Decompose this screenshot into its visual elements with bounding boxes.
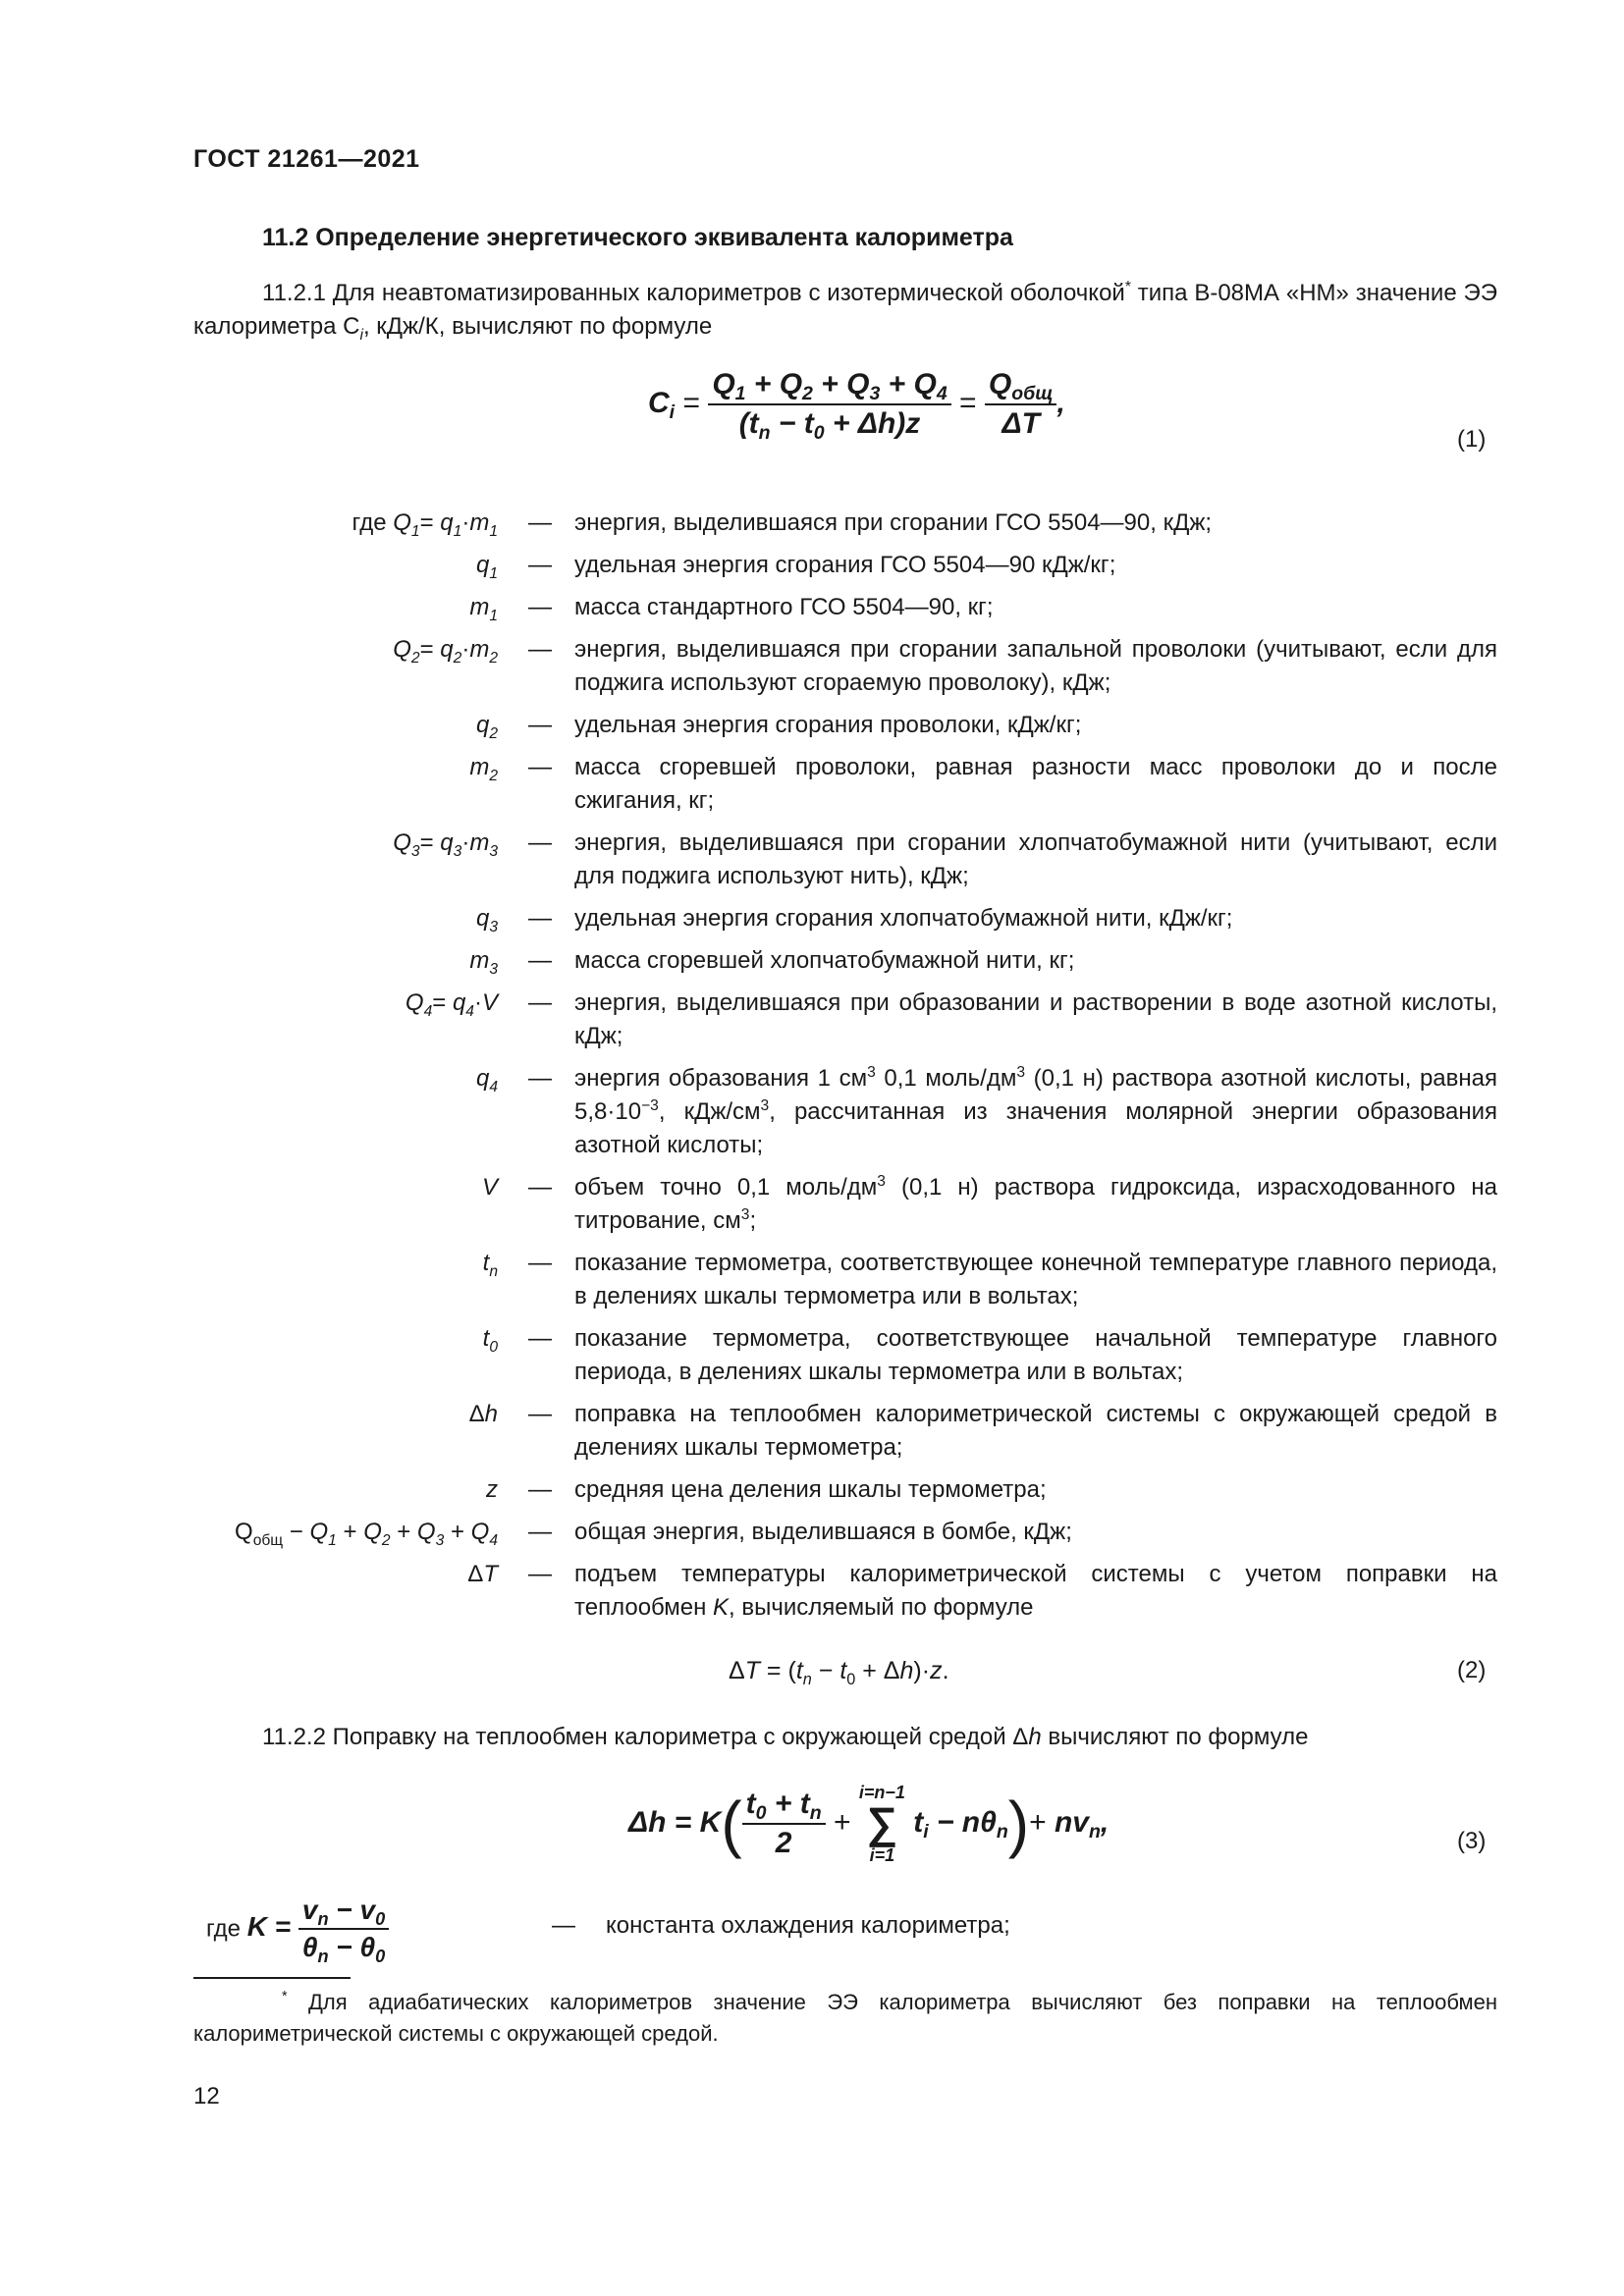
definition-row-dh: Δh — поправка на теплообмен калориметрической системы с окружающей средой в делениях шкалы термометра; bbox=[468, 1401, 1497, 1461]
definition-row-q4: $q_4$ — энергия образования 1 $см^3$ 0,1 моль/$дм^3$ (0,1 н) раствора азотной кислоты, равная $5,8\cdot 10^{-3}$, кДж/$см^3$, рассчитанная из значения молярной энергии образования азотной кислоты; bbox=[475, 1064, 1498, 1158]
page-number: 12 bbox=[193, 2083, 220, 2109]
footnote-separator bbox=[193, 1977, 351, 1979]
formula-1: $C_i$ = $\frac{Q_1 + Q_2 + Q_3 + Q_4}{(t_n - t_0 + \Delta h)z}$ = $\frac{Q_{общ}}{\Delta T}$ , bbox=[648, 368, 1065, 444]
definition-row-t0: $t_0$ — показание термометра, соответствующее начальной температуре главного периода, в делениях шкалы термометра или в вольтах; bbox=[482, 1325, 1497, 1385]
definition-row-m1: $m_1$ — масса стандартного ГСО 5504—90, кг; bbox=[469, 594, 994, 624]
equation-number-1: (1) bbox=[1457, 426, 1487, 453]
formula-3: Δh = K( $\frac{t_0 + t_n}{2}$ + i=n−1 ∑ i=1 $t_i - n\theta_n)+ nv_n$, bbox=[628, 1783, 1110, 1865]
definition-row-dt: ΔT — подъем температуры калориметрической системы с учетом поправки на теплообмен K, вычисляемый по формуле bbox=[467, 1561, 1497, 1621]
definition-row-q4-total: $Q_4= q_4\cdot V$ — энергия, выделившаяся при образовании и растворении в воде азотной кислоты, кДж; bbox=[405, 989, 1497, 1049]
definition-row-q3-total: $Q_3= q_3\cdot m_3$ — энергия, выделившаяся при сгорании хлопчатобумажной нити (учитывают, если для поджига используют нить), кДж; bbox=[393, 829, 1497, 889]
k-definition-text: константа охлаждения калориметра; bbox=[606, 1912, 1010, 1939]
definition-row-q2: $q_2$ — удельная энергия сгорания проволоки, кДж/кг; bbox=[475, 712, 1082, 742]
paragraph-11-2-1: 11.2.1 Для неавтоматизированных калориметров с изотермической оболочкой* типа В-08МА «НМ» значение ЭЭ калориметра $С_i$, кДж/К, вычисляют по формуле bbox=[193, 279, 1497, 344]
definition-row-m2: $m_2$ — масса сгоревшей проволоки, равная разности масс проволоки до и после сжигания, кг; bbox=[469, 754, 1497, 814]
definition-row-q3: $q_3$ — удельная энергия сгорания хлопчатобумажной нити, кДж/кг; bbox=[475, 905, 1233, 935]
definition-row-q2-total: $Q_2= q_2\cdot m_2$ — энергия, выделившаяся при сгорании запальной проволоки (учитывают, если для поджига используют сгораемую проволоку), кДж; bbox=[393, 636, 1497, 696]
document-header: ГОСТ 21261—2021 bbox=[193, 145, 420, 173]
definitions-list bbox=[0, 507, 1624, 1633]
section-title: 11.2 Определение энергетического эквивалента калориметра bbox=[262, 224, 1013, 251]
definition-row-qtot: $Q_{общ} - Q_1 + Q_2 + Q_3 + Q_4$ — общая энергия, выделившаяся в бомбе, кДж; bbox=[235, 1519, 1072, 1549]
definition-row-q1-total: где $Q_1= q_1\cdot m_1$ — энергия, выделившаяся при сгорании ГСО 5504—90, кДж; bbox=[352, 509, 1213, 540]
paragraph-11-2-2: 11.2.2 Поправку на теплообмен калориметра с окружающей средой Δh вычисляют по формуле bbox=[262, 1724, 1309, 1750]
equation-number-2: (2) bbox=[1457, 1657, 1487, 1683]
footnote: * Для адиабатических калориметров значение ЭЭ калориметра вычисляют без поправки на теплообмен калориметрической системы с окружающей средой. bbox=[193, 1989, 1497, 2046]
definition-row-q1: $q_1$ — удельная энергия сгорания ГСО 5504—90 кДж/кг; bbox=[475, 552, 1116, 582]
k-definition-dash: — bbox=[552, 1912, 575, 1939]
definition-row-tn: $t_n$ — показание термометра, соответствующее конечной температуре главного периода, в делениях шкалы термометра или в вольтах; bbox=[482, 1250, 1497, 1309]
definition-row-v: V — объем точно 0,1 моль/$дм^3$ (0,1 н) раствора гидроксида, израсходованного на титрование, $см^3$; bbox=[481, 1173, 1497, 1234]
definition-row-z: z — средняя цена деления шкалы термометра; bbox=[486, 1476, 1047, 1503]
equation-number-3: (3) bbox=[1457, 1828, 1487, 1854]
k-definition-formula: где K = $\frac{v_n - v_0}{\theta_n - \theta_0}$ bbox=[206, 1895, 389, 1963]
formula-2: $\Delta T = (t_n - t_0 + \Delta h)\cdot z$. bbox=[729, 1657, 949, 1688]
definition-row-m3: $m_3$ — масса сгоревшей хлопчатобумажной нити, кг; bbox=[469, 947, 1075, 978]
